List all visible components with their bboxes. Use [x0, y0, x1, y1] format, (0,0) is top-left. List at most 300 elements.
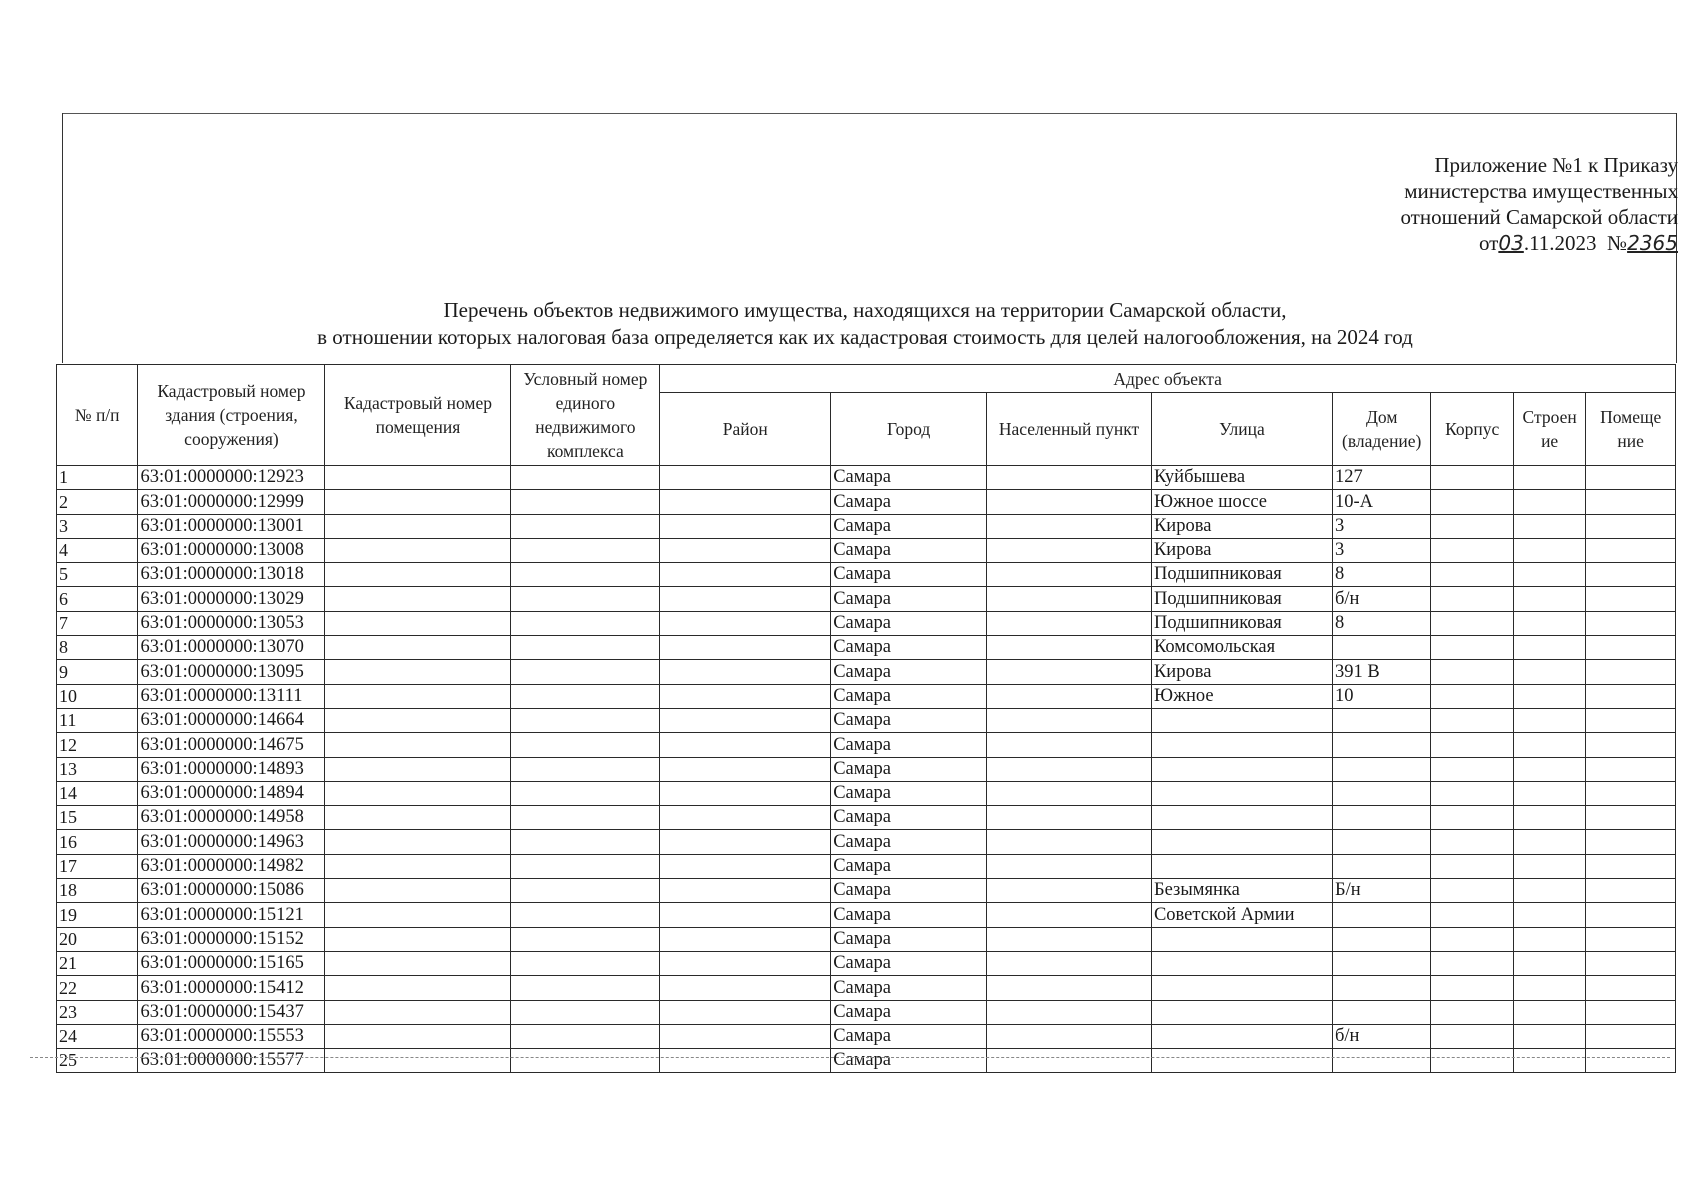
cell-complex-number: [511, 854, 660, 878]
cell-stroenie: [1513, 636, 1585, 660]
cell-pomeshchenie: [1586, 466, 1676, 490]
cell-city: Самара: [831, 514, 987, 538]
table-row: [57, 757, 1676, 781]
header-house: Дом (владение): [1332, 393, 1431, 466]
header-korpus: Корпус: [1431, 393, 1513, 466]
cell-building-cadastral: 63:01:0000000:13008: [138, 538, 325, 562]
cell-settlement: [987, 660, 1152, 684]
cell-premises-cadastral: [325, 538, 511, 562]
cell-street: Подшипниковая: [1151, 587, 1332, 611]
cell-settlement: [987, 879, 1152, 903]
table-row: [57, 708, 1676, 732]
cell-stroenie: [1513, 879, 1585, 903]
cell-korpus: [1431, 514, 1513, 538]
cell-pomeshchenie: [1586, 927, 1676, 951]
cell-city: Самара: [831, 927, 987, 951]
table-row: [57, 490, 1676, 514]
cell-house: [1332, 830, 1431, 854]
cell-korpus: [1431, 903, 1513, 927]
cell-city: Самара: [831, 708, 987, 732]
cell-pomeshchenie: [1586, 1049, 1676, 1073]
cell-premises-cadastral: [325, 708, 511, 732]
cell-complex-number: [511, 1049, 660, 1073]
cell-city: Самара: [831, 1024, 987, 1048]
cell-complex-number: [511, 976, 660, 1000]
order-number-handwritten: 2365: [1627, 231, 1678, 255]
cell-district: [660, 854, 831, 878]
cell-num: 7: [57, 611, 138, 635]
cell-street: Кирова: [1151, 538, 1332, 562]
cell-num: 2: [57, 490, 138, 514]
appendix-date-line: [1400, 230, 1678, 256]
cell-num: 12: [57, 733, 138, 757]
cell-complex-number: [511, 951, 660, 975]
cell-building-cadastral: 63:01:0000000:14664: [138, 708, 325, 732]
cell-street: Подшипниковая: [1151, 563, 1332, 587]
document-title: [60, 297, 1670, 351]
cell-street: [1151, 757, 1332, 781]
table-row: [57, 563, 1676, 587]
cell-city: Самара: [831, 538, 987, 562]
cell-house: [1332, 1000, 1431, 1024]
cell-house: [1332, 708, 1431, 732]
cell-house: [1332, 781, 1431, 805]
cell-building-cadastral: 63:01:0000000:15165: [138, 951, 325, 975]
cell-building-cadastral: 63:01:0000000:13018: [138, 563, 325, 587]
cell-building-cadastral: 63:01:0000000:13029: [138, 587, 325, 611]
table-row: [57, 538, 1676, 562]
cell-korpus: [1431, 806, 1513, 830]
cell-settlement: [987, 903, 1152, 927]
cell-korpus: [1431, 1024, 1513, 1048]
cell-settlement: [987, 636, 1152, 660]
cell-pomeshchenie: [1586, 660, 1676, 684]
cell-building-cadastral: 63:01:0000000:14963: [138, 830, 325, 854]
cell-premises-cadastral: [325, 781, 511, 805]
cell-district: [660, 781, 831, 805]
cell-city: Самара: [831, 951, 987, 975]
cell-premises-cadastral: [325, 757, 511, 781]
cell-num: 5: [57, 563, 138, 587]
cell-num: 1: [57, 466, 138, 490]
cell-complex-number: [511, 733, 660, 757]
cell-building-cadastral: 63:01:0000000:14893: [138, 757, 325, 781]
cell-settlement: [987, 854, 1152, 878]
cell-num: 14: [57, 781, 138, 805]
cell-district: [660, 684, 831, 708]
cell-stroenie: [1513, 708, 1585, 732]
cell-city: Самара: [831, 903, 987, 927]
header-stroenie: Строен ие: [1513, 393, 1585, 466]
cell-premises-cadastral: [325, 1024, 511, 1048]
table-row: [57, 879, 1676, 903]
cell-premises-cadastral: [325, 660, 511, 684]
cell-complex-number: [511, 514, 660, 538]
cell-pomeshchenie: [1586, 903, 1676, 927]
cell-district: [660, 927, 831, 951]
cell-korpus: [1431, 951, 1513, 975]
cell-complex-number: [511, 563, 660, 587]
cell-num: 21: [57, 951, 138, 975]
appendix-block: [1400, 152, 1678, 256]
cell-complex-number: [511, 684, 660, 708]
cell-stroenie: [1513, 684, 1585, 708]
cell-building-cadastral: 63:01:0000000:15152: [138, 927, 325, 951]
cell-city: Самара: [831, 781, 987, 805]
cell-city: Самара: [831, 466, 987, 490]
cell-house: [1332, 854, 1431, 878]
cell-city: Самара: [831, 563, 987, 587]
cell-district: [660, 806, 831, 830]
cell-building-cadastral: 63:01:0000000:14675: [138, 733, 325, 757]
cell-street: [1151, 806, 1332, 830]
cell-city: Самара: [831, 636, 987, 660]
cell-num: 20: [57, 927, 138, 951]
cell-street: Кирова: [1151, 660, 1332, 684]
cell-settlement: [987, 976, 1152, 1000]
cell-korpus: [1431, 563, 1513, 587]
cell-house: [1332, 1049, 1431, 1073]
header-address-group: Адрес объекта: [660, 365, 1676, 393]
cell-pomeshchenie: [1586, 879, 1676, 903]
cell-street: [1151, 951, 1332, 975]
table-row: [57, 684, 1676, 708]
cell-city: Самара: [831, 1000, 987, 1024]
cell-building-cadastral: 63:01:0000000:15577: [138, 1049, 325, 1073]
date-day-handwritten: 03: [1498, 231, 1524, 255]
cell-building-cadastral: 63:01:0000000:14894: [138, 781, 325, 805]
cell-house: 8: [1332, 563, 1431, 587]
cell-district: [660, 514, 831, 538]
cell-house: 8: [1332, 611, 1431, 635]
cell-premises-cadastral: [325, 611, 511, 635]
cell-settlement: [987, 757, 1152, 781]
cell-street: [1151, 733, 1332, 757]
cell-complex-number: [511, 636, 660, 660]
cell-city: Самара: [831, 879, 987, 903]
cell-city: Самара: [831, 611, 987, 635]
cell-street: Кирова: [1151, 514, 1332, 538]
table-row: [57, 636, 1676, 660]
cell-complex-number: [511, 660, 660, 684]
cell-settlement: [987, 708, 1152, 732]
cell-building-cadastral: 63:01:0000000:13111: [138, 684, 325, 708]
cell-house: 10: [1332, 684, 1431, 708]
cell-district: [660, 1049, 831, 1073]
cell-stroenie: [1513, 951, 1585, 975]
cell-stroenie: [1513, 733, 1585, 757]
cell-pomeshchenie: [1586, 490, 1676, 514]
cell-stroenie: [1513, 976, 1585, 1000]
cell-premises-cadastral: [325, 636, 511, 660]
cell-building-cadastral: 63:01:0000000:12923: [138, 466, 325, 490]
cell-premises-cadastral: [325, 806, 511, 830]
cell-premises-cadastral: [325, 684, 511, 708]
cell-num: 23: [57, 1000, 138, 1024]
cell-premises-cadastral: [325, 733, 511, 757]
cell-stroenie: [1513, 514, 1585, 538]
cell-street: Южное: [1151, 684, 1332, 708]
cell-premises-cadastral: [325, 490, 511, 514]
cell-pomeshchenie: [1586, 636, 1676, 660]
cell-stroenie: [1513, 757, 1585, 781]
appendix-line-3: отношений Самарской области: [1400, 205, 1678, 229]
cell-building-cadastral: 63:01:0000000:13070: [138, 636, 325, 660]
number-prefix: №: [1607, 231, 1628, 255]
cell-korpus: [1431, 708, 1513, 732]
cell-house: 3: [1332, 538, 1431, 562]
cell-district: [660, 636, 831, 660]
cell-complex-number: [511, 466, 660, 490]
cell-num: 22: [57, 976, 138, 1000]
cell-premises-cadastral: [325, 1000, 511, 1024]
cell-korpus: [1431, 830, 1513, 854]
title-line-1: Перечень объектов недвижимого имущества, находящихся на территории Самарской области,: [443, 298, 1287, 322]
header-city: Город: [831, 393, 987, 466]
table-row: [57, 733, 1676, 757]
cell-complex-number: [511, 903, 660, 927]
cell-building-cadastral: 63:01:0000000:15553: [138, 1024, 325, 1048]
cell-settlement: [987, 781, 1152, 805]
cell-street: [1151, 708, 1332, 732]
cell-street: Подшипниковая: [1151, 611, 1332, 635]
cell-district: [660, 903, 831, 927]
header-complex-number: Условный номер единого недвижимого комплекса: [511, 365, 660, 466]
cell-korpus: [1431, 733, 1513, 757]
table-row: [57, 927, 1676, 951]
cell-premises-cadastral: [325, 951, 511, 975]
cell-street: [1151, 976, 1332, 1000]
table-row: [57, 1049, 1676, 1073]
cell-settlement: [987, 563, 1152, 587]
cell-district: [660, 611, 831, 635]
cell-complex-number: [511, 708, 660, 732]
cell-settlement: [987, 927, 1152, 951]
register-body: [57, 466, 1676, 1073]
cell-settlement: [987, 733, 1152, 757]
cell-district: [660, 538, 831, 562]
cell-district: [660, 1024, 831, 1048]
cell-building-cadastral: 63:01:0000000:15412: [138, 976, 325, 1000]
cell-street: Безымянка: [1151, 879, 1332, 903]
cell-num: 18: [57, 879, 138, 903]
cell-settlement: [987, 466, 1152, 490]
cell-num: 17: [57, 854, 138, 878]
cell-district: [660, 660, 831, 684]
cell-house: [1332, 927, 1431, 951]
cell-premises-cadastral: [325, 563, 511, 587]
cell-complex-number: [511, 927, 660, 951]
cell-pomeshchenie: [1586, 976, 1676, 1000]
cell-pomeshchenie: [1586, 854, 1676, 878]
cell-settlement: [987, 587, 1152, 611]
table-row: [57, 1000, 1676, 1024]
cell-district: [660, 466, 831, 490]
cell-settlement: [987, 951, 1152, 975]
cell-district: [660, 951, 831, 975]
cell-pomeshchenie: [1586, 757, 1676, 781]
cell-city: Самара: [831, 976, 987, 1000]
cell-complex-number: [511, 830, 660, 854]
cell-house: 127: [1332, 466, 1431, 490]
cell-city: Самара: [831, 684, 987, 708]
cell-pomeshchenie: [1586, 587, 1676, 611]
cell-num: 4: [57, 538, 138, 562]
cell-premises-cadastral: [325, 466, 511, 490]
cell-street: [1151, 927, 1332, 951]
table-row: [57, 903, 1676, 927]
header-premises-cadastral: Кадастровый номер помещения: [325, 365, 511, 466]
cell-korpus: [1431, 490, 1513, 514]
page-frame-top: [62, 113, 1676, 114]
cell-stroenie: [1513, 1024, 1585, 1048]
cell-district: [660, 757, 831, 781]
table-row: [57, 951, 1676, 975]
cell-num: 25: [57, 1049, 138, 1073]
cell-district: [660, 708, 831, 732]
cell-house: [1332, 806, 1431, 830]
cell-city: Самара: [831, 660, 987, 684]
cell-settlement: [987, 490, 1152, 514]
cell-stroenie: [1513, 611, 1585, 635]
table-row: [57, 660, 1676, 684]
table-row: [57, 854, 1676, 878]
cell-building-cadastral: 63:01:0000000:12999: [138, 490, 325, 514]
cell-district: [660, 976, 831, 1000]
cell-korpus: [1431, 927, 1513, 951]
cell-korpus: [1431, 660, 1513, 684]
cell-street: [1151, 1049, 1332, 1073]
table-row: [57, 806, 1676, 830]
cell-house: [1332, 903, 1431, 927]
cell-pomeshchenie: [1586, 733, 1676, 757]
cell-stroenie: [1513, 903, 1585, 927]
cell-num: 13: [57, 757, 138, 781]
cell-stroenie: [1513, 830, 1585, 854]
cell-district: [660, 1000, 831, 1024]
cell-complex-number: [511, 1000, 660, 1024]
cell-city: Самара: [831, 806, 987, 830]
cell-num: 19: [57, 903, 138, 927]
cell-street: [1151, 854, 1332, 878]
header-district: Район: [660, 393, 831, 466]
cell-street: [1151, 830, 1332, 854]
cell-stroenie: [1513, 1000, 1585, 1024]
title-line-2: в отношении которых налоговая база определяется как их кадастровая стоимость для целей налогообложения, на 2024 год: [317, 325, 1413, 349]
cell-stroenie: [1513, 466, 1585, 490]
cell-num: 11: [57, 708, 138, 732]
cell-stroenie: [1513, 538, 1585, 562]
cell-settlement: [987, 514, 1152, 538]
cell-stroenie: [1513, 490, 1585, 514]
cell-pomeshchenie: [1586, 1024, 1676, 1048]
cell-district: [660, 563, 831, 587]
cell-premises-cadastral: [325, 976, 511, 1000]
cell-stroenie: [1513, 806, 1585, 830]
cell-korpus: [1431, 538, 1513, 562]
date-prefix: от: [1478, 231, 1499, 255]
cell-premises-cadastral: [325, 903, 511, 927]
cell-building-cadastral: 63:01:0000000:15437: [138, 1000, 325, 1024]
header-street: Улица: [1151, 393, 1332, 466]
cell-house: [1332, 951, 1431, 975]
cell-num: 8: [57, 636, 138, 660]
cell-stroenie: [1513, 927, 1585, 951]
cell-premises-cadastral: [325, 879, 511, 903]
cell-building-cadastral: 63:01:0000000:14982: [138, 854, 325, 878]
cell-korpus: [1431, 854, 1513, 878]
cell-korpus: [1431, 466, 1513, 490]
table-row: [57, 611, 1676, 635]
cell-pomeshchenie: [1586, 708, 1676, 732]
cell-street: Советской Армии: [1151, 903, 1332, 927]
table-row: [57, 1024, 1676, 1048]
cell-house: Б/н: [1332, 879, 1431, 903]
cell-pomeshchenie: [1586, 514, 1676, 538]
cell-pomeshchenie: [1586, 830, 1676, 854]
cell-num: 6: [57, 587, 138, 611]
cell-district: [660, 830, 831, 854]
cell-street: [1151, 1024, 1332, 1048]
cell-pomeshchenie: [1586, 611, 1676, 635]
cell-pomeshchenie: [1586, 538, 1676, 562]
cell-num: 15: [57, 806, 138, 830]
cell-pomeshchenie: [1586, 806, 1676, 830]
cell-korpus: [1431, 976, 1513, 1000]
cell-korpus: [1431, 611, 1513, 635]
cell-building-cadastral: 63:01:0000000:15121: [138, 903, 325, 927]
cell-street: Комсомольская: [1151, 636, 1332, 660]
cell-house: б/н: [1332, 587, 1431, 611]
cell-building-cadastral: 63:01:0000000:13001: [138, 514, 325, 538]
scan-artifact-line: [30, 1057, 1670, 1058]
cell-korpus: [1431, 684, 1513, 708]
header-building-cadastral: Кадастровый номер здания (строения, сооружения): [138, 365, 325, 466]
cell-city: Самара: [831, 757, 987, 781]
cell-premises-cadastral: [325, 587, 511, 611]
cell-district: [660, 587, 831, 611]
cell-house: 10-А: [1332, 490, 1431, 514]
property-register-table: [56, 364, 1676, 1073]
cell-building-cadastral: 63:01:0000000:15086: [138, 879, 325, 903]
cell-num: 10: [57, 684, 138, 708]
cell-stroenie: [1513, 587, 1585, 611]
cell-complex-number: [511, 587, 660, 611]
cell-stroenie: [1513, 563, 1585, 587]
cell-num: 3: [57, 514, 138, 538]
cell-complex-number: [511, 757, 660, 781]
cell-pomeshchenie: [1586, 951, 1676, 975]
cell-street: Южное шоссе: [1151, 490, 1332, 514]
table-row: [57, 514, 1676, 538]
cell-settlement: [987, 1049, 1152, 1073]
cell-pomeshchenie: [1586, 684, 1676, 708]
cell-city: Самара: [831, 490, 987, 514]
cell-pomeshchenie: [1586, 563, 1676, 587]
cell-stroenie: [1513, 660, 1585, 684]
header-num: № п/п: [57, 365, 138, 466]
cell-settlement: [987, 611, 1152, 635]
cell-settlement: [987, 830, 1152, 854]
header-row-1: [57, 365, 1676, 393]
table-row: [57, 466, 1676, 490]
cell-premises-cadastral: [325, 854, 511, 878]
cell-house: 391 В: [1332, 660, 1431, 684]
cell-city: Самара: [831, 733, 987, 757]
date-rest: .11.2023: [1523, 231, 1597, 255]
header-pomeshchenie: Помеще ние: [1586, 393, 1676, 466]
header-settlement: Населенный пункт: [987, 393, 1152, 466]
